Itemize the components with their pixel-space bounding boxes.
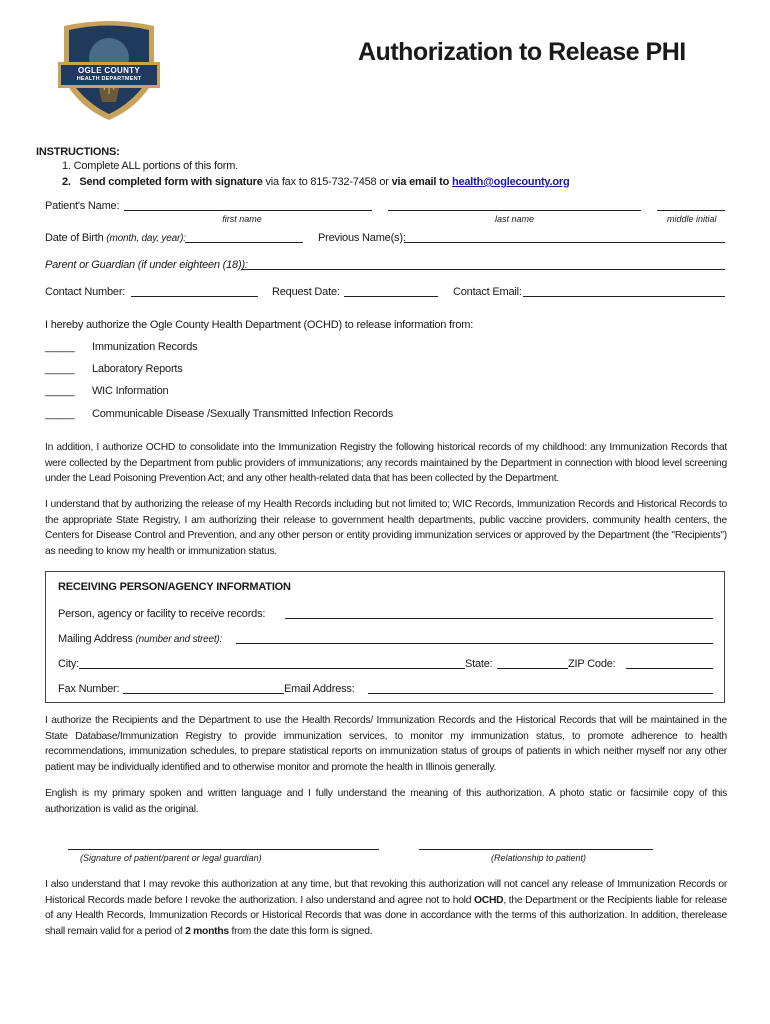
fax-number-label: Fax Number: bbox=[58, 683, 120, 695]
revocation-paragraph bbox=[45, 877, 727, 939]
mailing-address-field[interactable] bbox=[236, 643, 713, 644]
recipients-use-paragraph: I authorize the Recipients and the Department to use the Health Records/ Immunization Records and the Historical Records that will be maintained in the State Database/Immunization Registry to provide immunization services, to monitor my immunization status, to promote adherence to health recommendations, immunization schedules, to prepare statistical reports on immunization status of groups of patients in which neither myself nor any other patient may be individually identified and to otherwise monitor and promote the health in Illinois generally. bbox=[45, 715, 727, 773]
instruction-item-1: 1. Complete ALL portions of this form. bbox=[62, 160, 239, 172]
authorize-intro: I hereby authorize the Ogle County Health Department (OCHD) to release information from: bbox=[45, 319, 474, 331]
revocation-text-c: from the date this form is signed. bbox=[228, 925, 373, 937]
dob-field[interactable] bbox=[185, 242, 303, 243]
patient-name-label: Patient's Name: bbox=[45, 200, 120, 212]
contact-number-field[interactable] bbox=[131, 296, 258, 297]
record-option[interactable] bbox=[45, 408, 75, 420]
state-label: State: bbox=[465, 658, 493, 670]
logo-text-line1: OGLE COUNTY bbox=[78, 66, 140, 75]
record-label: Laboratory Reports bbox=[92, 363, 183, 375]
record-blank[interactable]: _____ bbox=[45, 385, 75, 397]
receiving-person-field[interactable] bbox=[285, 618, 713, 619]
instruction-item-2 bbox=[62, 176, 570, 188]
signature-caption: (Signature of patient/parent or legal guardian) bbox=[80, 853, 262, 863]
receiving-person-label: Person, agency or facility to receive records: bbox=[58, 608, 266, 620]
signature-field[interactable] bbox=[68, 849, 379, 850]
dob-hint: (month, day, year): bbox=[106, 233, 186, 244]
mailing-address-label bbox=[58, 633, 222, 645]
record-option[interactable] bbox=[45, 363, 75, 375]
mailing-address-text: Mailing Address bbox=[58, 633, 133, 645]
email-address-label: Email Address: bbox=[284, 683, 355, 695]
contact-number-label: Contact Number: bbox=[45, 286, 126, 298]
city-field[interactable] bbox=[79, 668, 465, 669]
logo-text-line2: HEALTH DEPARTMENT bbox=[76, 76, 142, 82]
health-email-link[interactable]: health@oglecounty.org bbox=[451, 176, 570, 188]
consolidation-paragraph: In addition, I authorize OCHD to consolidate into the Immunization Registry the following historical records of my childhood: any Immunization Records that were collected by the Department from public providers of immunizations; any records maintained by the Department in connection with blood level screening under the Lead Poisoning Prevention Act; and any other health-related data that has been collected by the Department. bbox=[45, 442, 727, 484]
guardian-field[interactable] bbox=[241, 269, 725, 270]
relationship-caption: (Relationship to patient) bbox=[491, 853, 587, 863]
zip-code-field[interactable] bbox=[626, 668, 713, 669]
revocation-ochd: OCHD bbox=[474, 894, 504, 906]
dob-label bbox=[45, 232, 186, 244]
state-field[interactable] bbox=[497, 668, 568, 669]
page-title: Authorization to Release PHI bbox=[358, 38, 686, 66]
record-blank[interactable]: _____ bbox=[45, 408, 75, 420]
contact-email-label: Contact Email: bbox=[453, 286, 522, 298]
record-label: WIC Information bbox=[92, 385, 169, 397]
previous-names-label: Previous Name(s): bbox=[318, 232, 406, 244]
release-understanding-paragraph: I understand that by authorizing the release of my Health Records including but not limited to; WIC Records, Immunization Records and Historical Records to the appropriate State Registry, I am authorizing their release to government health departments, public vaccine providers, community health centers, the Centers for Disease Control and Prevention, and any other person or entity providing immunization services or approved by the Department (the "Recipients") as needing to know my health or immunization status. bbox=[45, 499, 727, 557]
revocation-period: 2 months bbox=[185, 925, 229, 937]
first-name-caption: first name bbox=[222, 214, 262, 224]
record-option[interactable] bbox=[45, 385, 75, 397]
last-name-caption: last name bbox=[494, 214, 535, 224]
last-name-field[interactable] bbox=[388, 210, 641, 211]
instruction-item-2-email-prefix: via email to bbox=[391, 176, 452, 188]
instruction-item-2-number: 2. bbox=[62, 176, 71, 188]
instruction-item-2-fax: via fax to 815-732-7458 or bbox=[262, 176, 392, 188]
instructions-heading: INSTRUCTIONS: bbox=[36, 146, 120, 158]
record-label: Communicable Disease /Sexually Transmitted Infection Records bbox=[92, 408, 394, 420]
record-blank[interactable]: _____ bbox=[45, 341, 75, 353]
guardian-label: Parent or Guardian (if under eighteen (18)): bbox=[45, 259, 248, 271]
request-date-label: Request Date: bbox=[272, 286, 340, 298]
language-paragraph: English is my primary spoken and written language and I fully understand the meaning of this authorization. A photo static or facsimile copy of this authorization is valid as the original. bbox=[45, 788, 727, 815]
receiving-heading: RECEIVING PERSON/AGENCY INFORMATION bbox=[58, 581, 291, 593]
fax-number-field[interactable] bbox=[123, 693, 284, 694]
mailing-address-hint: (number and street): bbox=[135, 634, 223, 645]
contact-email-field[interactable] bbox=[523, 296, 725, 297]
middle-initial-field[interactable] bbox=[657, 210, 725, 211]
previous-names-field[interactable] bbox=[404, 242, 725, 243]
first-name-field[interactable] bbox=[124, 210, 372, 211]
city-label: City: bbox=[58, 658, 80, 670]
revocation-text-a: I also understand that I may revoke this authorization at any time, but that revoking this authorization will not cancel any release of Immunization Records or Historical Records made before I revoke the authorization. I also understand and agree not to hold bbox=[45, 879, 727, 906]
request-date-field[interactable] bbox=[344, 296, 438, 297]
instruction-item-2-bold: Send completed form with signature bbox=[79, 176, 263, 188]
record-option[interactable] bbox=[45, 341, 75, 353]
ogle-county-logo bbox=[58, 18, 160, 122]
record-blank[interactable]: _____ bbox=[45, 363, 75, 375]
email-address-field[interactable] bbox=[368, 693, 713, 694]
revocation-text-b: , the Department or the Recipients liable for release of any Health Records, Immunization Records or Historical Records that was done in accordance with the terms of this authorization. In addition, therelease shall remain valid for a period of bbox=[45, 894, 727, 937]
relationship-field[interactable] bbox=[419, 849, 653, 850]
record-label: Immunization Records bbox=[92, 341, 198, 353]
dob-label-text: Date of Birth bbox=[45, 232, 104, 244]
middle-initial-caption: middle initial bbox=[667, 214, 717, 224]
zip-code-label: ZIP Code: bbox=[568, 658, 616, 670]
